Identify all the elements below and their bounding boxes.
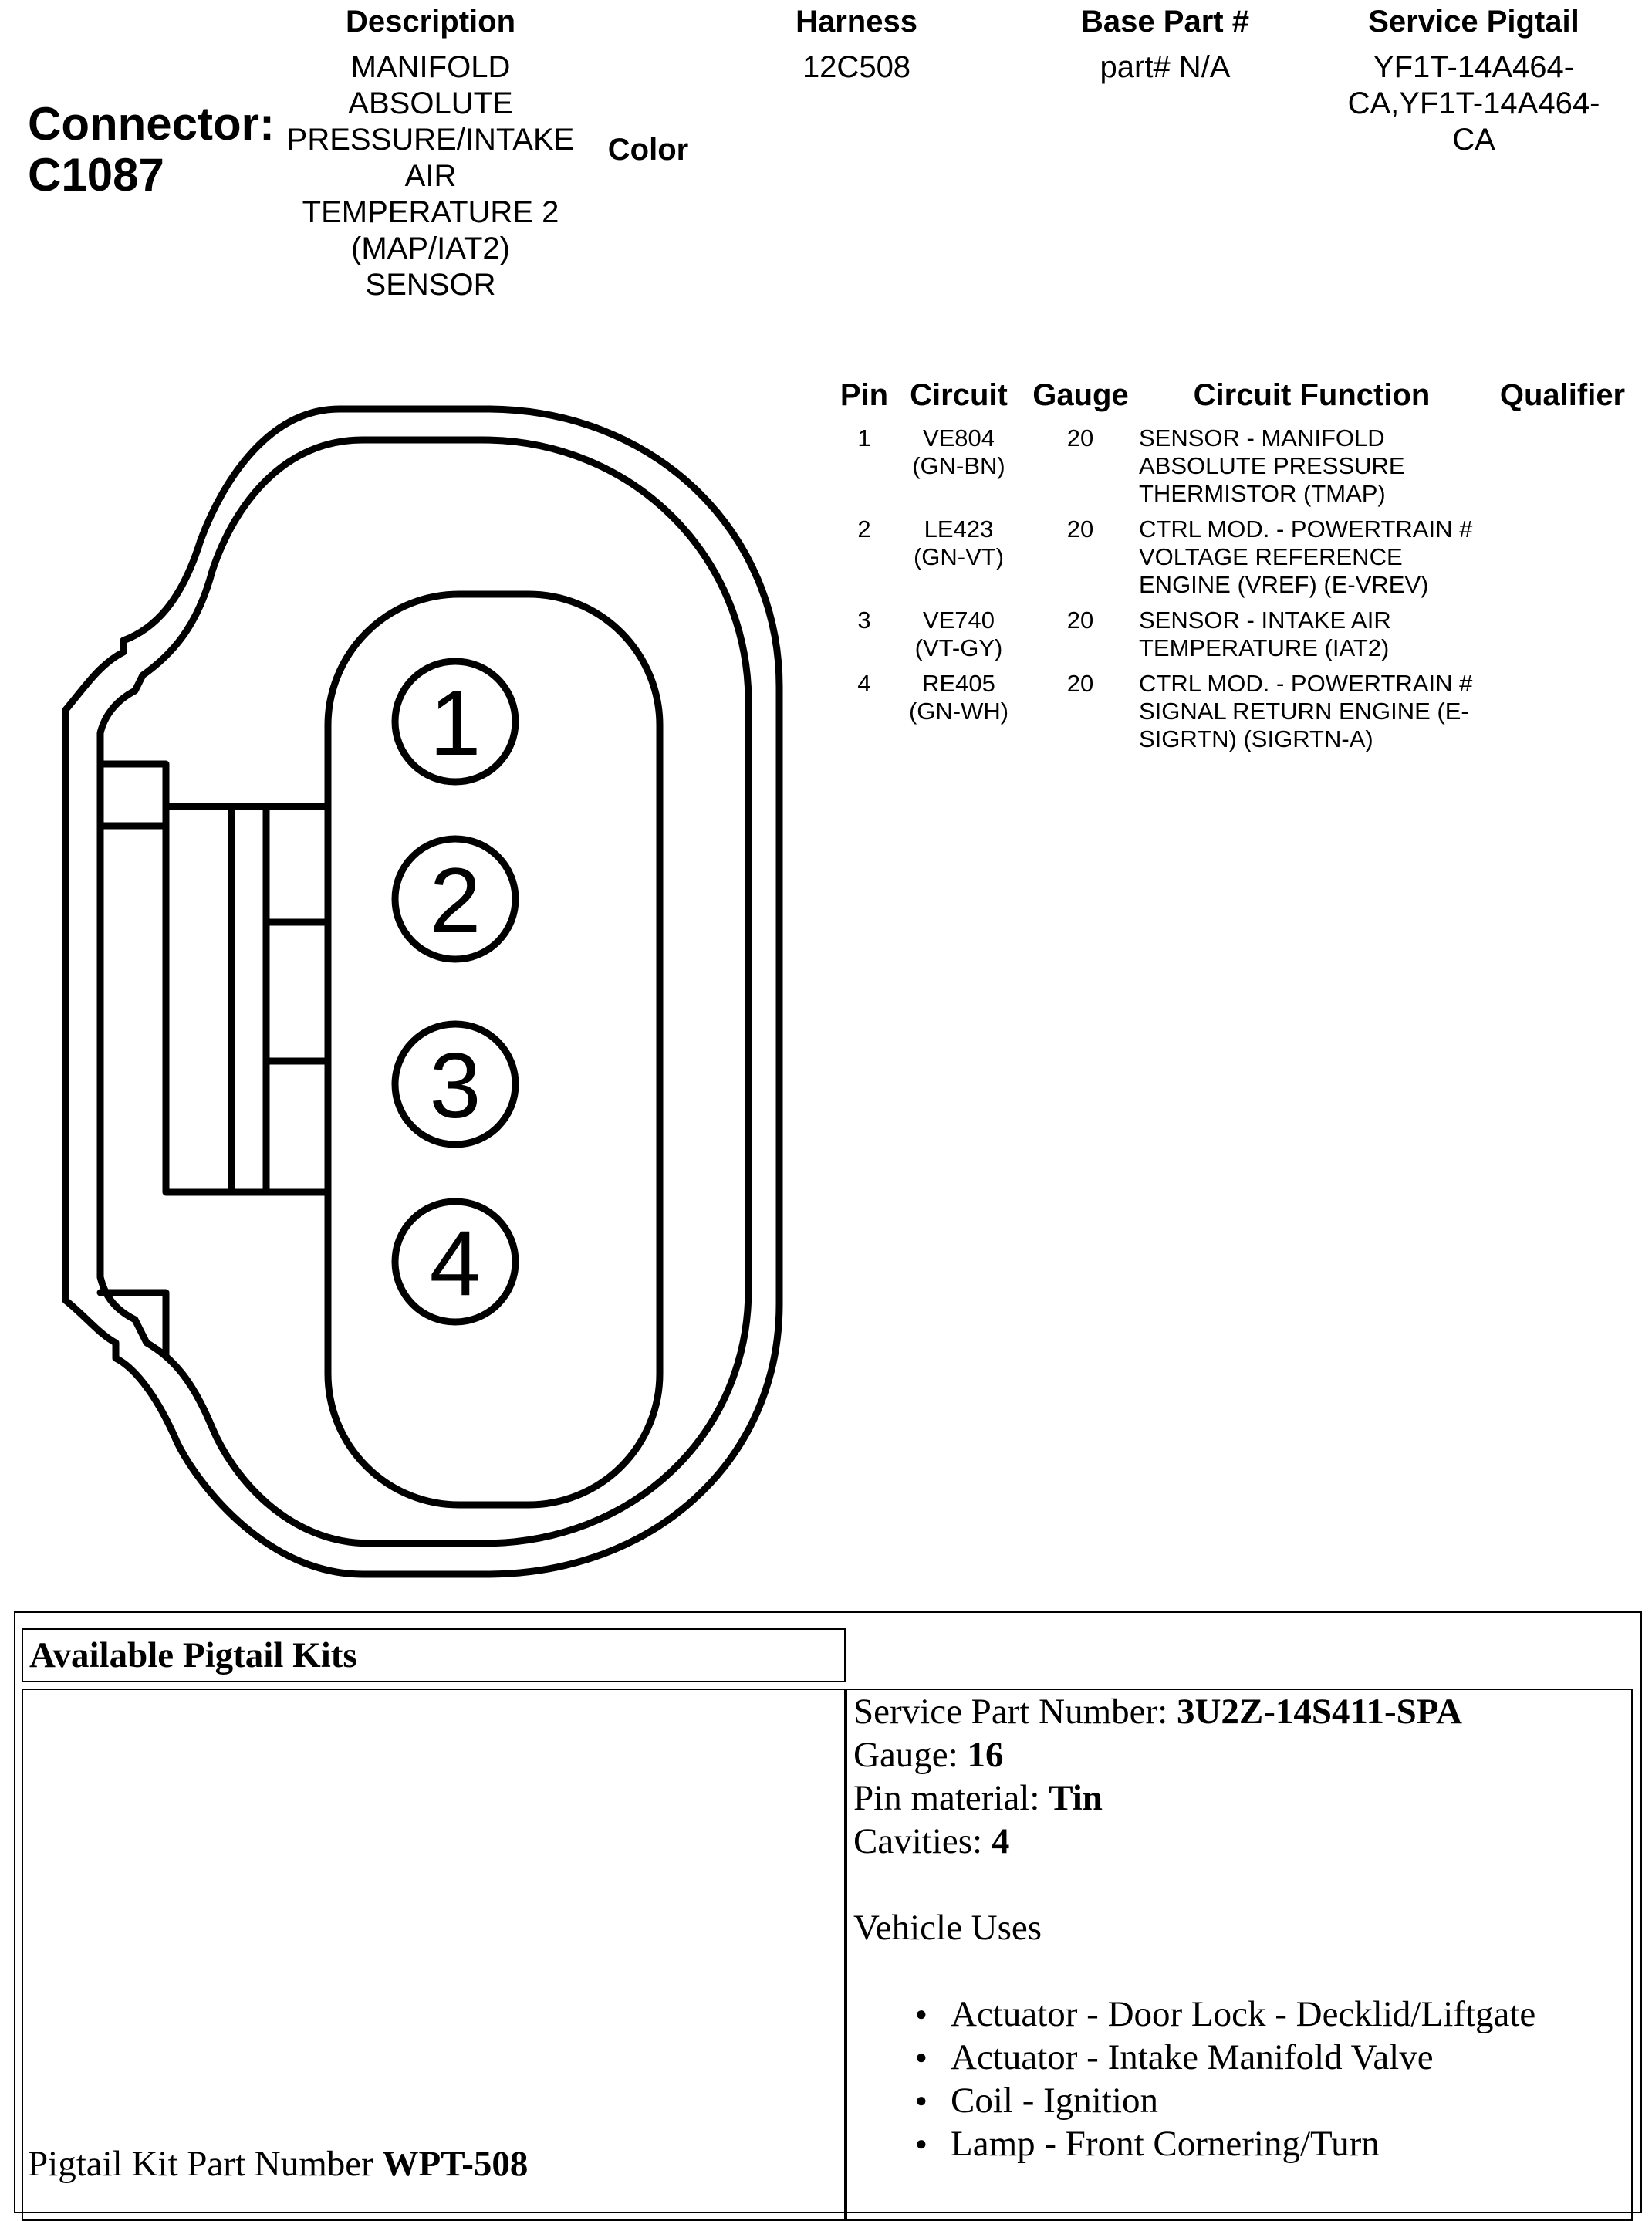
connector-id: C1087 bbox=[28, 149, 164, 201]
function-cell bbox=[1139, 424, 1509, 508]
service-pigtail-header: Service Pigtail bbox=[1368, 5, 1579, 39]
service-part-label: Service Part Number: bbox=[853, 1692, 1177, 1732]
vehicle-use-item bbox=[853, 2079, 1535, 2122]
description-line: SENSOR bbox=[365, 268, 496, 302]
circuit-cell bbox=[895, 670, 1022, 725]
service-pigtail-line: CA bbox=[1452, 123, 1495, 157]
key-block bbox=[166, 806, 324, 1192]
pigtail-kit-line bbox=[28, 2142, 528, 2186]
service-part-line bbox=[853, 1690, 1535, 1733]
gauge-value: 16 bbox=[967, 1735, 1004, 1775]
vehicle-uses-title: Vehicle Uses bbox=[853, 1908, 1042, 1948]
circuit-line: VE740 bbox=[922, 607, 995, 634]
function-line: TEMPERATURE (IAT2) bbox=[1139, 634, 1390, 661]
bullet-icon: ● bbox=[915, 2003, 927, 2025]
pin-number-1: 1 bbox=[429, 671, 481, 775]
gauge-cell: 20 bbox=[1066, 607, 1094, 634]
gauge-label: Gauge: bbox=[853, 1735, 968, 1775]
function-line: THERMISTOR (TMAP) bbox=[1139, 480, 1386, 507]
function-cell bbox=[1139, 670, 1509, 753]
pigtail-kit-label: Pigtail Kit Part Number bbox=[28, 2144, 383, 2184]
service-pigtail-line: CA,YF1T-14A464- bbox=[1347, 86, 1600, 120]
function-line: VOLTAGE REFERENCE bbox=[1139, 543, 1403, 570]
pigtail-kit-box bbox=[22, 1689, 846, 2221]
circuit-col-header: Circuit bbox=[910, 378, 1008, 412]
vehicle-use-item bbox=[853, 2122, 1535, 2165]
vehicle-use-item bbox=[853, 1993, 1535, 2036]
base-part-value: part# N/A bbox=[1100, 50, 1231, 84]
description-line: (MAP/IAT2) bbox=[351, 232, 510, 265]
function-line: CTRL MOD. - POWERTRAIN # bbox=[1139, 670, 1473, 697]
circuit-line: VE804 bbox=[922, 424, 995, 451]
circuit-line: (GN-WH) bbox=[908, 698, 1009, 725]
circuit-line: LE423 bbox=[924, 516, 994, 543]
circuit-cell bbox=[895, 424, 1022, 480]
function-line: CTRL MOD. - POWERTRAIN # bbox=[1139, 516, 1473, 543]
vehicle-use-text: Actuator - Intake Manifold Valve bbox=[951, 2037, 1434, 2077]
function-line: SIGRTN) (SIGRTN-A) bbox=[1139, 725, 1373, 752]
pin-material-line bbox=[853, 1776, 1535, 1820]
cavities-line bbox=[853, 1820, 1535, 1863]
function-line: ENGINE (VREF) (E-VREV) bbox=[1139, 571, 1429, 598]
circuit-cell bbox=[895, 607, 1022, 662]
bullet-icon: ● bbox=[915, 2046, 927, 2068]
cavities-label: Cavities: bbox=[853, 1821, 992, 1861]
vehicle-use-text: Actuator - Door Lock - Decklid/Liftgate bbox=[951, 1994, 1536, 2034]
connector-title bbox=[28, 99, 275, 201]
function-cell bbox=[1139, 516, 1509, 599]
gauge-cell: 20 bbox=[1066, 670, 1094, 697]
harness-value: 12C508 bbox=[802, 50, 911, 84]
pin-cell: 3 bbox=[857, 607, 871, 634]
latch-upper bbox=[100, 764, 166, 826]
pigtail-kit-number: WPT-508 bbox=[382, 2144, 529, 2184]
pin-col-header: Pin bbox=[840, 378, 889, 412]
pin-cell: 4 bbox=[857, 670, 871, 697]
description-line: TEMPERATURE 2 bbox=[302, 195, 559, 229]
description-value bbox=[261, 49, 600, 303]
connector-diagram bbox=[0, 363, 818, 1590]
pigtail-title: Available Pigtail Kits bbox=[29, 1635, 357, 1675]
bullet-icon: ● bbox=[915, 2089, 927, 2111]
connector-label: Connector: bbox=[28, 98, 275, 150]
base-part-header: Base Part # bbox=[1081, 5, 1249, 39]
harness-header: Harness bbox=[796, 5, 917, 39]
connector-housing-outer bbox=[66, 409, 779, 1574]
circuit-cell bbox=[895, 516, 1022, 571]
pigtail-title-box bbox=[22, 1628, 846, 1682]
qualifier-col-header: Qualifier bbox=[1499, 378, 1626, 412]
pin-number-4: 4 bbox=[429, 1212, 481, 1315]
function-line: SENSOR - INTAKE AIR bbox=[1139, 607, 1391, 634]
function-line: SENSOR - MANIFOLD bbox=[1139, 424, 1385, 451]
connector-housing-inner bbox=[100, 440, 748, 1543]
description-header: Description bbox=[345, 5, 516, 39]
pin-cavity bbox=[328, 594, 660, 1505]
gauge-cell: 20 bbox=[1066, 516, 1094, 543]
cavities-value: 4 bbox=[991, 1821, 1010, 1861]
pin-number-2: 2 bbox=[429, 849, 481, 952]
gauge-cell: 20 bbox=[1066, 424, 1094, 451]
vehicle-use-text: Lamp - Front Cornering/Turn bbox=[951, 2124, 1380, 2164]
function-line: ABSOLUTE PRESSURE bbox=[1139, 452, 1405, 479]
service-pigtail-line: YF1T-14A464- bbox=[1373, 50, 1575, 84]
circuit-line: (VT-GY) bbox=[914, 634, 1003, 661]
pin-cell: 1 bbox=[857, 424, 871, 451]
function-cell bbox=[1139, 607, 1509, 662]
color-header: Color bbox=[607, 133, 689, 167]
function-col-header: Circuit Function bbox=[1193, 378, 1431, 412]
description-line: AIR bbox=[404, 159, 457, 193]
gauge-line bbox=[853, 1733, 1535, 1776]
function-line: SIGNAL RETURN ENGINE (E- bbox=[1139, 698, 1469, 725]
description-line: MANIFOLD bbox=[350, 50, 511, 84]
gauge-col-header: Gauge bbox=[1032, 378, 1129, 412]
bullet-icon: ● bbox=[915, 2132, 927, 2155]
circuit-line: RE405 bbox=[922, 670, 995, 697]
service-part-value: 3U2Z-14S411-SPA bbox=[1176, 1692, 1462, 1732]
pin-cell: 2 bbox=[857, 516, 871, 543]
circuit-line: (GN-BN) bbox=[912, 452, 1005, 479]
pin-material-value: Tin bbox=[1049, 1778, 1103, 1818]
pin-number-3: 3 bbox=[429, 1034, 481, 1138]
pigtail-details-box bbox=[846, 1689, 1633, 2221]
vehicle-use-item bbox=[853, 2036, 1535, 2079]
service-pigtail-value bbox=[1304, 49, 1644, 158]
vehicle-uses-list bbox=[853, 1993, 1535, 2165]
description-line: PRESSURE/INTAKE bbox=[286, 123, 575, 157]
pin-material-label: Pin material: bbox=[853, 1778, 1049, 1818]
description-line: ABSOLUTE bbox=[348, 86, 513, 120]
circuit-line: (GN-VT) bbox=[913, 543, 1005, 570]
vehicle-use-text: Coil - Ignition bbox=[951, 2081, 1158, 2121]
